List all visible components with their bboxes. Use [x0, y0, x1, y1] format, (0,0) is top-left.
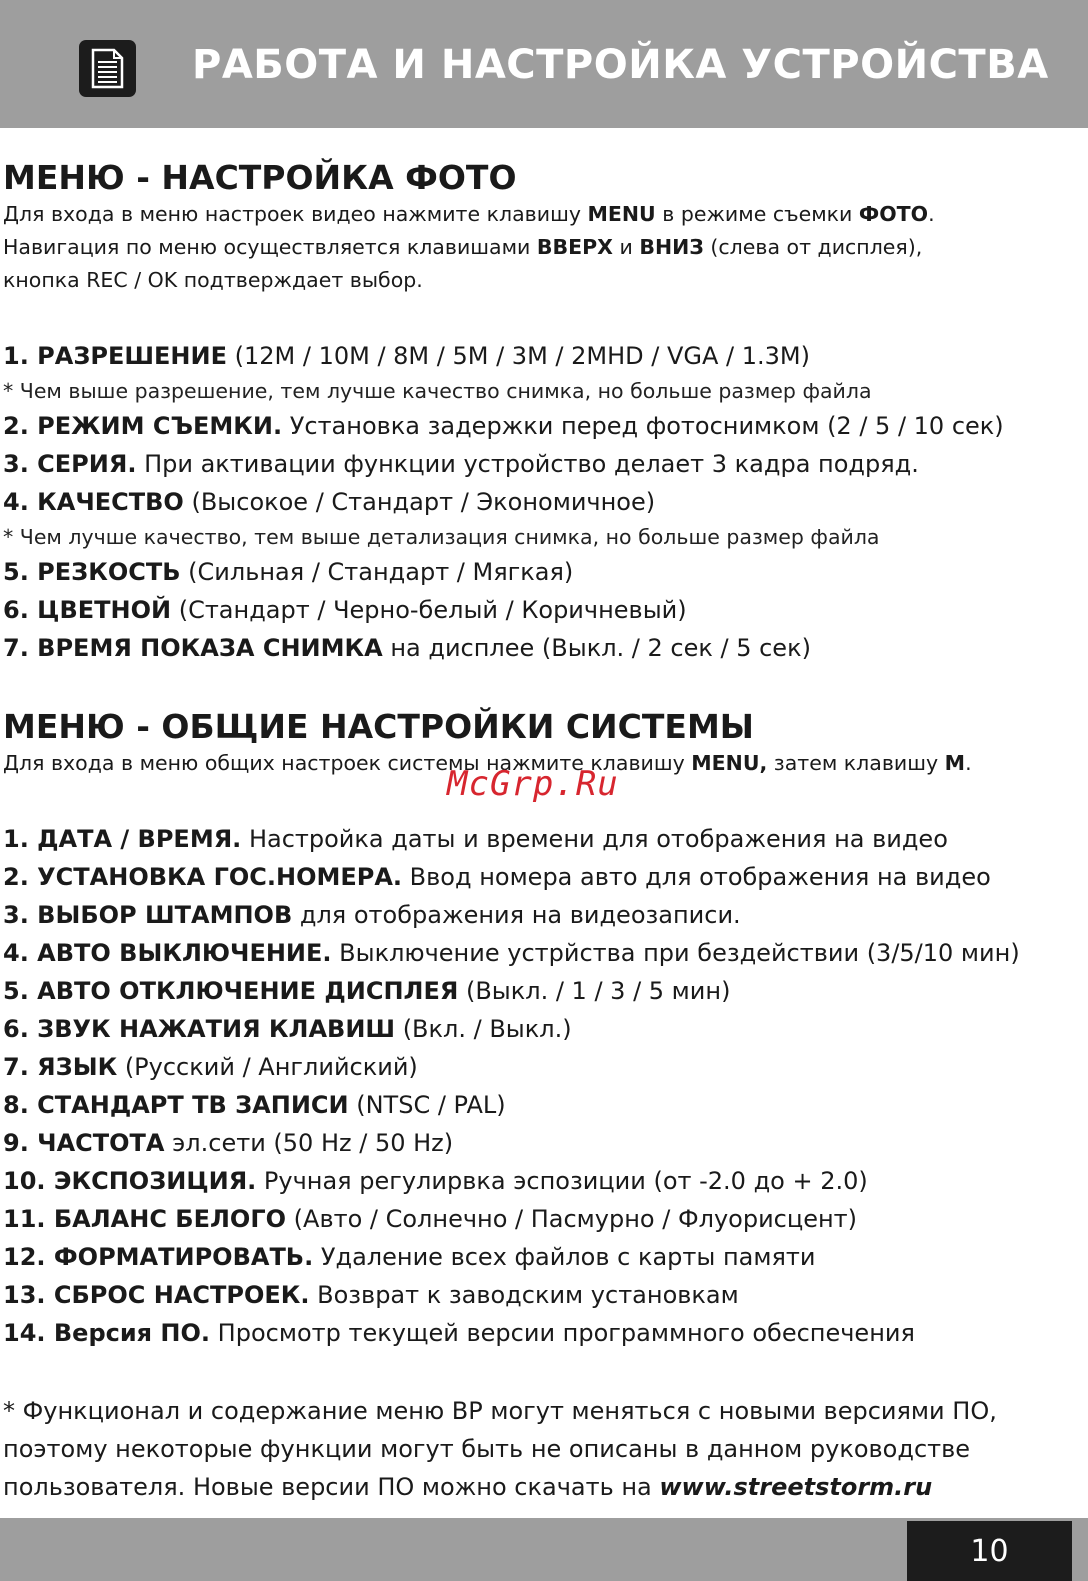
intro-line: Для входа в меню настроек видео нажмите клавишу MENU в режиме съемки ФОТО. — [3, 202, 935, 226]
intro-line: Для входа в меню общих настроек системы нажмите клавишу MENU, затем клавишу M. — [3, 751, 972, 775]
list-item: 8. СТАНДАРТ ТВ ЗАПИСИ (NTSC / PAL) — [3, 1091, 506, 1119]
list-item: 5. РЕЗКОСТЬ (Сильная / Стандарт / Мягкая) — [3, 558, 574, 586]
list-item: 4. КАЧЕСТВО (Высокое / Стандарт / Экономичное) — [3, 488, 656, 516]
list-item: 1. ДАТА / ВРЕМЯ. Настройка даты и времени для отображения на видео — [3, 825, 948, 853]
list-item: 4. АВТО ВЫКЛЮЧЕНИЕ. Выключение устрйства при бездействии (3/5/10 мин) — [3, 939, 1020, 967]
list-item: 14. Версия ПО. Просмотр текущей версии программного обеспечения — [3, 1319, 915, 1347]
list-item: 6. ЗВУК НАЖАТИЯ КЛАВИШ (Вкл. / Выкл.) — [3, 1015, 572, 1043]
photo-menu-list — [3, 337, 1085, 667]
list-item: 13. СБРОС НАСТРОЕК. Возврат к заводским установкам — [3, 1281, 739, 1309]
page-title: РАБОТА И НАСТРОЙКА УСТРОЙСТВА — [192, 42, 1049, 88]
list-item: 11. БАЛАНС БЕЛОГО (Авто / Солнечно / Пасмурно / Флуорисцент) — [3, 1205, 857, 1233]
system-menu-list — [3, 820, 1085, 1352]
list-item: 2. УСТАНОВКА ГОС.НОМЕРА. Ввод номера авто для отображения на видео — [3, 863, 991, 891]
page-content — [3, 158, 1085, 1506]
list-item: 5. АВТО ОТКЛЮЧЕНИЕ ДИСПЛЕЯ (Выкл. / 1 / 3 / 5 мин) — [3, 977, 731, 1005]
list-item: 2. РЕЖИМ СЪЕМКИ. Установка задержки перед фотоснимком (2 / 5 / 10 сек) — [3, 412, 1004, 440]
page-number: 10 — [907, 1521, 1072, 1581]
list-item: 10. ЭКСПОЗИЦИЯ. Ручная регулирвка эспозиции (от -2.0 до + 2.0) — [3, 1167, 868, 1195]
intro-line: кнопка REC / OK подтверждает выбор. — [3, 268, 423, 292]
watermark: McGrp.Ru — [447, 764, 619, 804]
list-item: 7. ЯЗЫК (Русский / Английский) — [3, 1053, 418, 1081]
list-note: * Чем выше разрешение, тем лучше качество снимка, но больше размер файла — [3, 379, 872, 403]
list-item: 3. СЕРИЯ. При активации функции устройство делает 3 кадра подряд. — [3, 450, 919, 478]
intro-line: Навигация по меню осуществляется клавишами ВВЕРХ и ВНИЗ (слева от дисплея), — [3, 235, 923, 259]
list-item: 3. ВЫБОР ШТАМПОВ для отображения на видеозаписи. — [3, 901, 741, 929]
list-item: 7. ВРЕМЯ ПОКАЗА СНИМКА на дисплее (Выкл. / 2 сек / 5 сек) — [3, 634, 811, 662]
photo-menu-title: МЕНЮ - НАСТРОЙКА ФОТО — [3, 158, 517, 197]
system-menu-title: МЕНЮ - ОБЩИЕ НАСТРОЙКИ СИСТЕМЫ — [3, 707, 754, 746]
footnote: * Функционал и содержание меню ВР могут меняться с новыми версиями ПО, поэтому некоторые функции могут быть не описаны в данном руководстве пользователя. Новые версии ПО можно скачать на www.streetstorm.ru — [3, 1397, 997, 1501]
website-link[interactable]: www.streetstorm.ru — [659, 1473, 933, 1501]
list-item: 1. РАЗРЕШЕНИЕ (12M / 10M / 8M / 5M / 3M / 2MHD / VGA / 1.3M) — [3, 342, 810, 370]
list-item: 6. ЦВЕТНОЙ (Стандарт / Черно-белый / Коричневый) — [3, 596, 687, 624]
list-item: 12. ФОРМАТИРОВАТЬ. Удаление всех файлов с карты памяти — [3, 1243, 816, 1271]
list-note: * Чем лучше качество, тем выше детализация снимка, но больше размер файла — [3, 525, 880, 549]
page-header — [0, 0, 1088, 128]
document-icon — [79, 40, 136, 97]
photo-menu-intro — [3, 198, 1085, 297]
list-item: 9. ЧАСТОТА эл.сети (50 Hz / 50 Hz) — [3, 1129, 454, 1157]
